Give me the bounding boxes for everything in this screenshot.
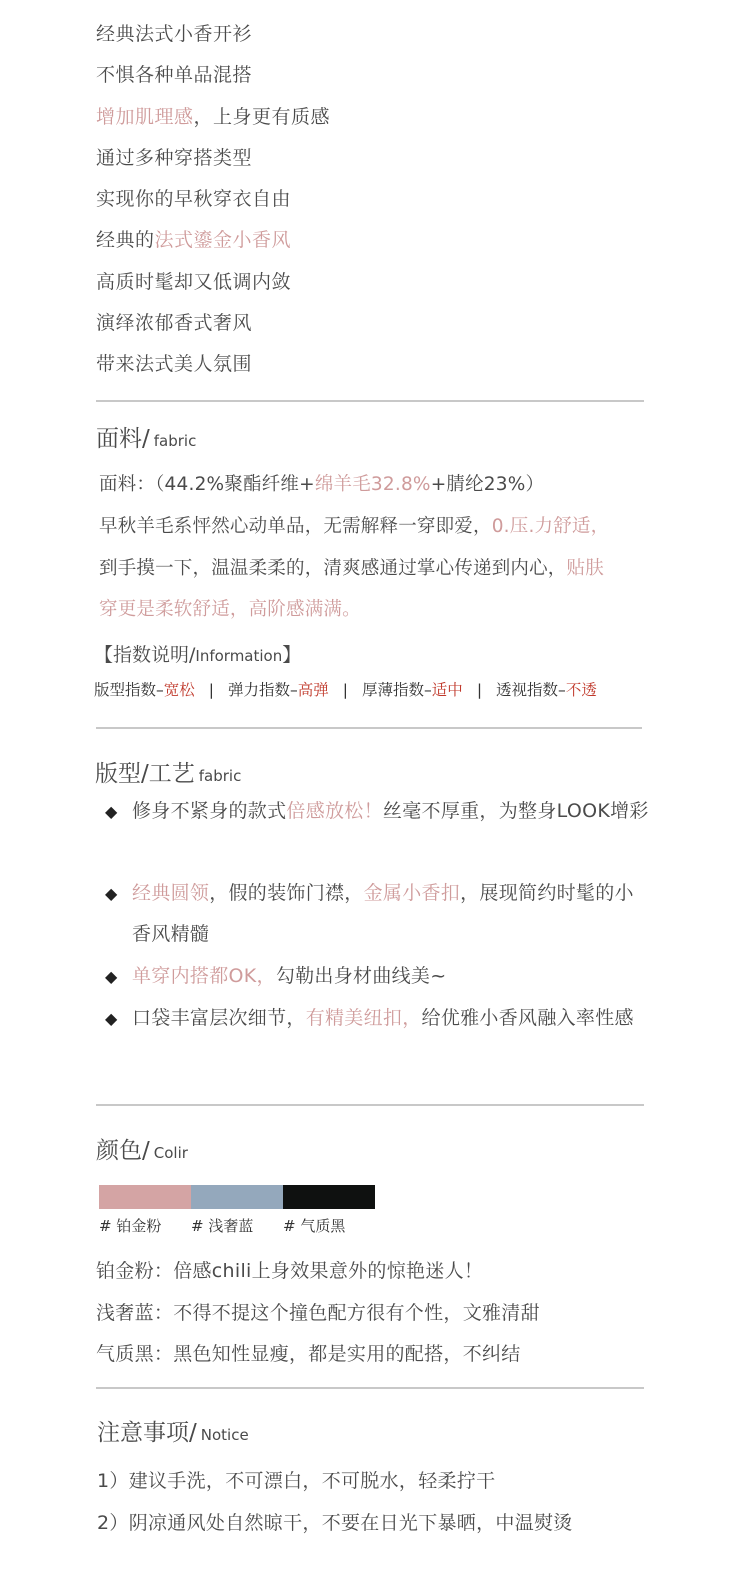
- index-label: 弹力指数–: [228, 681, 298, 699]
- fabric-composition: [99, 470, 544, 496]
- swatch-pink: [99, 1185, 191, 1209]
- swatch-blue: [191, 1185, 283, 1209]
- title-en: fabric: [198, 767, 242, 785]
- index-thickness: [362, 681, 463, 699]
- bullet-highlight: 金属小香扣: [363, 882, 461, 904]
- fabric-desc-2: [99, 554, 604, 580]
- fabric-section-title: [96, 420, 196, 453]
- intro-highlight: 法式鎏金小香风: [154, 229, 292, 252]
- index-label: 厚薄指数–: [362, 681, 432, 699]
- color-desc-pink: 铂金粉：倍感chili上身效果意外的惊艳迷人！: [96, 1260, 484, 1282]
- bullet-text-plain: 口袋丰富层次细节，: [132, 1007, 306, 1029]
- index-separator: |: [476, 681, 483, 699]
- notice-item-2: 2）阴凉通风处自然晾干，不要在日光下暴晒，中温熨烫: [97, 1512, 573, 1534]
- desc-highlight: 0.压.力舒适，: [491, 516, 610, 537]
- notice-section-title: [97, 1414, 249, 1447]
- desc-highlight: 穿更是柔软舒适，高阶感满满。: [99, 599, 361, 620]
- color-desc-blue: 浅奢蓝：不得不提这个撞色配方很有个性，文雅清甜: [96, 1302, 540, 1324]
- desc-highlight: 贴肤: [566, 558, 604, 579]
- bullet-text-plain: ，假的装饰门襟，: [209, 882, 364, 904]
- composition-highlight: 绵羊毛32.8%: [314, 474, 431, 495]
- bullet-highlight: 倍感放松！: [286, 800, 383, 822]
- index-fit: [94, 681, 195, 699]
- intro-line-9: 带来法式美人氛围: [96, 353, 253, 376]
- divider: [96, 1387, 644, 1389]
- bullet-text: [132, 873, 652, 955]
- desc-text: 到手摸一下，温温柔柔的，清爽感通过掌心传递到内心，: [99, 558, 567, 579]
- intro-block: [96, 14, 330, 386]
- fabric-desc-3: [99, 595, 361, 621]
- bullet-text-plain: 给优雅小香风融入率性感: [421, 1007, 634, 1029]
- info-title-en: Information: [195, 647, 283, 665]
- divider: [96, 1104, 644, 1106]
- intro-highlight: 增加肌理感: [96, 105, 194, 128]
- bullet-highlight: 经典圆领: [132, 882, 210, 904]
- swatch-labels: [99, 1215, 375, 1236]
- notice-item-1: 1）建议手洗，不可漂白，不可脱水，轻柔拧干: [97, 1470, 496, 1492]
- composition-text: 面料：（44.2%聚酯纤维+: [99, 474, 315, 495]
- title-en: Notice: [200, 1426, 249, 1444]
- intro-line-3: [96, 97, 330, 138]
- fabric-desc-1: [99, 512, 609, 538]
- index-elasticity: [228, 681, 329, 699]
- color-desc-black: 气质黑：黑色知性显瘦，都是实用的配搭，不纠结: [96, 1343, 521, 1365]
- index-transparency: [496, 681, 597, 699]
- intro-line-2: 不惧各种单品混搭: [96, 64, 253, 87]
- title-cn: 注意事项/: [97, 1420, 197, 1446]
- index-separator: |: [208, 681, 215, 699]
- index-row: [94, 678, 597, 700]
- intro-line-5: 实现你的早秋穿衣自由: [96, 188, 292, 211]
- bullet-text: [132, 791, 652, 832]
- intro-text: 经典的: [96, 229, 155, 252]
- swatch-label-blue: # 浅奢蓝: [191, 1217, 254, 1235]
- diamond-bullet-icon: ◆: [105, 884, 118, 903]
- bullet-highlight: 单穿内搭都OK，: [132, 965, 276, 987]
- title-cn: 面料/: [96, 426, 150, 452]
- bullet-text-plain: 勾勒出身材曲线美~: [275, 965, 447, 987]
- color-section-title: [96, 1132, 188, 1165]
- index-value: 高弹: [297, 681, 329, 699]
- index-label: 透视指数–: [496, 681, 566, 699]
- index-value: 不透: [565, 681, 597, 699]
- info-title-open: 【指数说明/: [94, 644, 196, 666]
- intro-line-6: [96, 220, 330, 261]
- info-title: [94, 640, 301, 667]
- swatch-label-black: # 气质黑: [283, 1217, 346, 1235]
- diamond-bullet-icon: ◆: [105, 802, 118, 821]
- title-en: fabric: [153, 432, 197, 450]
- intro-line-4: 通过多种穿搭类型: [96, 146, 253, 169]
- bullet-text-plain: 修身不紧身的款式: [132, 800, 287, 822]
- bullet-text-plain: 丝毫不厚重，为整身LOOK增彩: [382, 800, 649, 822]
- diamond-bullet-icon: ◆: [105, 1009, 118, 1028]
- bullet-text: [132, 998, 652, 1039]
- intro-line-1: 经典法式小香开衫: [96, 23, 253, 45]
- info-title-close: 】: [282, 644, 302, 666]
- color-swatches: [99, 1185, 375, 1209]
- diamond-bullet-icon: ◆: [105, 967, 118, 986]
- craft-section-title: [95, 755, 241, 788]
- composition-text: +腈纶23%）: [430, 474, 545, 495]
- index-label: 版型指数–: [94, 681, 164, 699]
- desc-text: 早秋羊毛系怦然心动单品，无需解释一穿即爱，: [99, 516, 492, 537]
- bullet-text-plain: ，展现简约时髦的小香风精髓: [132, 882, 634, 945]
- divider: [96, 727, 642, 729]
- intro-line-7: 高质时髦却又低调内敛: [96, 270, 292, 293]
- index-value: 适中: [431, 681, 463, 699]
- title-en: Colir: [153, 1144, 188, 1162]
- bullet-highlight: 有精美纽扣，: [305, 1007, 422, 1029]
- title-cn: 版型/工艺: [95, 761, 195, 787]
- index-value: 宽松: [163, 681, 195, 699]
- index-separator: |: [342, 681, 349, 699]
- intro-line-8: 演绎浓郁香式奢风: [96, 312, 253, 335]
- swatch-black: [283, 1185, 375, 1209]
- intro-text: ，上身更有质感: [193, 105, 331, 128]
- bullet-text: [132, 956, 652, 997]
- title-cn: 颜色/: [96, 1138, 150, 1164]
- swatch-label-pink: # 铂金粉: [99, 1217, 162, 1235]
- divider: [96, 400, 644, 402]
